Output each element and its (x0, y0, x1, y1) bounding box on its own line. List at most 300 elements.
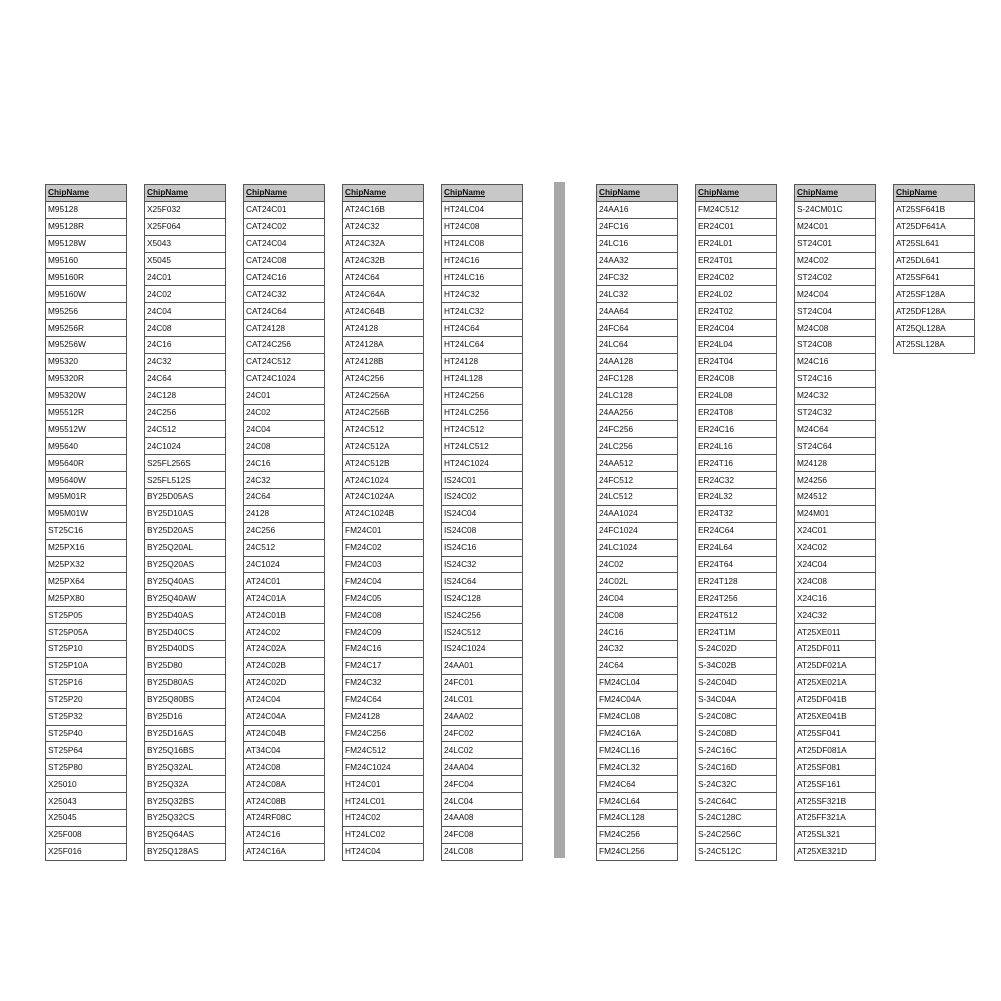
chip-name: AT25DF011 (797, 643, 841, 654)
chip-table-5 (441, 184, 523, 861)
chip-name-cell (442, 252, 523, 269)
table-row (343, 674, 424, 691)
table-row (145, 522, 226, 539)
chip-name: 24C02L (599, 575, 629, 586)
chip-name-cell (597, 489, 678, 506)
chip-name-cell (343, 303, 424, 320)
table-row (894, 218, 975, 235)
chip-name: 24FC256 (599, 423, 634, 434)
chip-name: CAT24128 (246, 322, 286, 333)
chip-name-cell (442, 742, 523, 759)
chip-name-cell (795, 657, 876, 674)
table-row (597, 455, 678, 472)
chip-name-cell (795, 353, 876, 370)
table-row (46, 590, 127, 607)
table-row (46, 337, 127, 354)
column-header (795, 185, 876, 202)
chip-name-cell (696, 269, 777, 286)
chip-name-cell (597, 472, 678, 489)
table-row (46, 776, 127, 793)
page-divider (554, 182, 565, 858)
chip-name: BY25Q40AS (147, 575, 195, 586)
chip-name: ER24T256 (698, 592, 738, 603)
chip-name: HT24C04 (345, 846, 381, 857)
chip-name-cell (46, 843, 127, 860)
chip-name: ST25P16 (48, 677, 83, 688)
chip-name: X25F016 (48, 846, 82, 857)
header-label: ChipName (48, 187, 90, 198)
chip-name-cell (597, 809, 678, 826)
chip-name-cell (244, 674, 325, 691)
table-row (343, 320, 424, 337)
chip-table (441, 184, 523, 861)
chip-name-cell (244, 218, 325, 235)
chip-name: FM24C32 (345, 677, 382, 688)
table-row (145, 657, 226, 674)
table-row (696, 691, 777, 708)
chip-name-cell (244, 809, 325, 826)
chip-name-cell (343, 320, 424, 337)
table-row (442, 421, 523, 438)
chip-name-cell (696, 370, 777, 387)
chip-name-cell (145, 843, 226, 860)
table-row (894, 235, 975, 252)
table-row (46, 472, 127, 489)
table-row (795, 201, 876, 218)
chip-name-cell (343, 539, 424, 556)
header-label: ChipName (345, 187, 387, 198)
chip-name: AT24C04 (246, 694, 281, 705)
table-row (442, 387, 523, 404)
header-label: ChipName (896, 187, 938, 198)
chip-name: X24C32 (797, 609, 827, 620)
table-row (795, 793, 876, 810)
table-row (244, 370, 325, 387)
chip-name-cell (46, 387, 127, 404)
table-row (145, 809, 226, 826)
chip-name: M24C16 (797, 356, 829, 367)
table-row (145, 303, 226, 320)
table-row (46, 725, 127, 742)
table-row (46, 759, 127, 776)
chip-name-cell (894, 303, 975, 320)
chip-name-cell (46, 725, 127, 742)
table-row (795, 607, 876, 624)
chip-name: FM24C16 (345, 643, 382, 654)
table-row (244, 455, 325, 472)
table-row (696, 556, 777, 573)
chip-name: X24C08 (797, 575, 827, 586)
chip-name-cell (46, 793, 127, 810)
table-row (696, 387, 777, 404)
chip-name: 24C1024 (246, 559, 280, 570)
chip-name: HT24L128 (444, 373, 483, 384)
chip-name-cell (894, 269, 975, 286)
table-row (894, 337, 975, 354)
header-label: ChipName (698, 187, 740, 198)
chip-name: M24C01 (797, 221, 829, 232)
chip-name-cell (46, 809, 127, 826)
chip-name: CAT24C256 (246, 339, 292, 350)
chip-name: HT24C32 (444, 288, 480, 299)
chip-name-cell (145, 489, 226, 506)
chip-name: M95512R (48, 407, 84, 418)
chip-name: BY25Q32AL (147, 761, 194, 772)
chip-name-cell (696, 320, 777, 337)
chip-name: 24LC08 (444, 846, 474, 857)
table-row (597, 269, 678, 286)
table-row (46, 235, 127, 252)
chip-name: AT24C512 (345, 423, 385, 434)
chip-name: HT24C08 (444, 221, 480, 232)
chip-name-cell (597, 657, 678, 674)
chip-name-cell (442, 776, 523, 793)
table-row (696, 472, 777, 489)
table-row (442, 674, 523, 691)
chip-name-cell (696, 404, 777, 421)
chip-name: AT24C1024A (345, 491, 395, 502)
chip-name-cell (145, 218, 226, 235)
chip-name-cell (442, 455, 523, 472)
table-row (145, 235, 226, 252)
chip-name: AT25QL128A (896, 322, 946, 333)
chip-name: M95320 (48, 356, 78, 367)
chip-name: CAT24C08 (246, 255, 287, 265)
chip-name: ER24T16 (698, 457, 734, 468)
chip-name: BY25Q64AS (147, 829, 195, 840)
table-row (46, 641, 127, 658)
chip-name-cell (597, 269, 678, 286)
chip-name-cell (894, 320, 975, 337)
chip-name-cell (343, 201, 424, 218)
chip-name-cell (244, 320, 325, 337)
chip-name: BY25D20AS (147, 525, 194, 536)
chip-name-cell (46, 776, 127, 793)
table-row (244, 708, 325, 725)
table-row (343, 489, 424, 506)
chip-name: 24FC64 (599, 322, 629, 333)
chip-name-cell (696, 742, 777, 759)
chip-name-cell (244, 235, 325, 252)
chip-name: 24C1024 (147, 440, 181, 451)
chip-name-cell (46, 370, 127, 387)
table-row (795, 522, 876, 539)
table-row (597, 691, 678, 708)
chip-name: S-24C32C (698, 778, 737, 789)
table-row (244, 489, 325, 506)
table-row (46, 624, 127, 641)
chip-name: ER24T02 (698, 305, 734, 316)
chip-name-cell (696, 624, 777, 641)
table-row (343, 826, 424, 843)
chip-name-cell (442, 674, 523, 691)
chip-table (596, 184, 678, 861)
chip-name-cell (244, 505, 325, 522)
chip-name-cell (795, 742, 876, 759)
chip-name-cell (442, 826, 523, 843)
chip-name: FM24C256 (599, 829, 641, 840)
table-row (597, 809, 678, 826)
chip-name-cell (46, 539, 127, 556)
chip-name-cell (795, 218, 876, 235)
chip-name-cell (597, 708, 678, 725)
chip-name: ST25P05A (48, 626, 89, 637)
chip-name-cell (145, 793, 226, 810)
table-row (894, 303, 975, 320)
chip-name: M95128 (48, 204, 78, 215)
table-row (244, 624, 325, 641)
table-row (244, 826, 325, 843)
chip-name: AT25SF128A (896, 288, 946, 299)
chip-name: 24LC512 (599, 491, 633, 502)
table-row (696, 489, 777, 506)
chip-name: 24AA02 (444, 711, 474, 722)
chip-name: 24FC04 (444, 778, 474, 789)
chip-name-cell (795, 421, 876, 438)
chip-table (342, 184, 424, 861)
table-row (597, 286, 678, 303)
chip-name-cell (343, 759, 424, 776)
chip-name: FM24C01 (345, 525, 382, 536)
chip-name: M95640 (48, 440, 78, 451)
chip-name-cell (597, 742, 678, 759)
table-row (795, 455, 876, 472)
chip-name-cell (597, 522, 678, 539)
chip-name-cell (46, 573, 127, 590)
chip-name: M24C08 (797, 322, 829, 333)
table-row (244, 286, 325, 303)
chip-name: BY25D40CS (147, 626, 195, 637)
chip-name: 24FC01 (444, 677, 474, 688)
table-row (46, 438, 127, 455)
chip-name-cell (46, 438, 127, 455)
chip-name: X25F064 (147, 221, 181, 232)
chip-name: AT25XE041B (797, 711, 847, 722)
chip-name: S-24C256C (698, 829, 742, 840)
table-row (795, 759, 876, 776)
chip-name: X5043 (147, 238, 171, 249)
chip-name-cell (696, 809, 777, 826)
chip-name-cell (597, 826, 678, 843)
table-row (343, 691, 424, 708)
table-row (696, 657, 777, 674)
table-row (343, 641, 424, 658)
chip-name-cell (244, 539, 325, 556)
table-row (244, 235, 325, 252)
chip-name: IS24C64 (444, 575, 477, 586)
table-row (343, 269, 424, 286)
chip-name-cell (343, 691, 424, 708)
table-row (244, 742, 325, 759)
table-row (696, 404, 777, 421)
table-row (597, 404, 678, 421)
table-row (696, 776, 777, 793)
chip-name: ER24C64 (698, 525, 734, 536)
chip-name: AT24C1024B (345, 508, 395, 519)
chip-name: 24AA32 (599, 255, 629, 265)
table-row (145, 370, 226, 387)
chip-name-cell (145, 590, 226, 607)
table-row (696, 793, 777, 810)
chip-name: HT24C01 (345, 778, 381, 789)
chip-name: AT24128 (345, 322, 379, 333)
chip-name-cell (46, 607, 127, 624)
chip-name: S-24C512C (698, 846, 742, 857)
chip-name: CAT24C01 (246, 204, 287, 215)
chip-name-cell (145, 252, 226, 269)
table-row (795, 776, 876, 793)
chip-name-cell (145, 624, 226, 641)
chip-name: IS24C02 (444, 491, 477, 502)
table-row (46, 353, 127, 370)
chip-name-cell (343, 674, 424, 691)
chip-name-cell (696, 776, 777, 793)
chip-name-cell (46, 505, 127, 522)
table-row (597, 742, 678, 759)
table-row (597, 725, 678, 742)
table-row (343, 742, 424, 759)
table-row (442, 826, 523, 843)
header-label: ChipName (797, 187, 839, 198)
chip-name: HT24LC04 (444, 204, 485, 215)
chip-name: AT34C04 (246, 744, 281, 755)
chip-name: BY25Q40AW (147, 592, 197, 603)
chip-name: HT24LC512 (444, 440, 489, 451)
table-row (442, 708, 523, 725)
chip-name: 24C02 (147, 288, 172, 299)
chip-name: M25PX80 (48, 592, 85, 603)
chip-name-cell (597, 286, 678, 303)
chip-name: AT24C08 (246, 761, 281, 772)
chip-name: 24C02 (246, 407, 271, 418)
table-row (244, 759, 325, 776)
chip-name-cell (442, 539, 523, 556)
chip-name-cell (343, 725, 424, 742)
chip-name-cell (696, 438, 777, 455)
chip-name-cell (696, 489, 777, 506)
table-row (795, 286, 876, 303)
chip-name: HT24LC08 (444, 238, 485, 249)
chip-name-cell (244, 489, 325, 506)
chip-name: 24C08 (246, 440, 271, 451)
chip-name: 24C128 (147, 390, 177, 401)
chip-name: 24AA04 (444, 761, 474, 772)
chip-name-cell (46, 201, 127, 218)
table-row (696, 421, 777, 438)
header-label: ChipName (444, 187, 486, 198)
chip-name-cell (696, 421, 777, 438)
table-row (343, 759, 424, 776)
chip-name-cell (343, 421, 424, 438)
table-row (145, 641, 226, 658)
chip-name-cell (145, 674, 226, 691)
chip-name: BY25Q32A (147, 778, 189, 789)
chip-name: 24C02 (599, 559, 624, 570)
chip-name: 24FC512 (599, 474, 634, 485)
table-row (795, 573, 876, 590)
chip-name-cell (696, 708, 777, 725)
chip-name: 24C01 (246, 390, 271, 401)
chip-table (144, 184, 226, 861)
chip-name: S-24C02D (698, 643, 737, 654)
table-row (442, 607, 523, 624)
table-row (696, 607, 777, 624)
chip-name: X25045 (48, 812, 77, 823)
table-row (244, 218, 325, 235)
chip-name-cell (696, 252, 777, 269)
chip-name-cell (795, 455, 876, 472)
chip-name: HT24C02 (345, 812, 381, 823)
table-row (795, 252, 876, 269)
chip-name-cell (696, 759, 777, 776)
table-row (343, 539, 424, 556)
chip-name-cell (145, 438, 226, 455)
table-row (46, 657, 127, 674)
chip-name-cell (795, 438, 876, 455)
table-row (442, 320, 523, 337)
chip-name: 24C32 (246, 474, 271, 485)
chip-name: M25PX32 (48, 559, 85, 570)
table-row (696, 809, 777, 826)
table-row (795, 556, 876, 573)
chip-name: ER24L02 (698, 288, 733, 299)
chip-name-cell (244, 337, 325, 354)
chip-name: ER24L08 (698, 390, 733, 401)
chip-name: AT25DF128A (896, 305, 946, 316)
chip-name-cell (46, 624, 127, 641)
table-row (597, 235, 678, 252)
chip-name: M95320W (48, 390, 86, 401)
chip-name: HT24LC64 (444, 339, 485, 350)
chip-name: FM24CL64 (599, 795, 641, 806)
chip-name-cell (894, 235, 975, 252)
chip-name-cell (597, 759, 678, 776)
chip-name-cell (145, 455, 226, 472)
chip-name: ST25P10 (48, 643, 83, 654)
chip-name: IS24C16 (444, 542, 477, 553)
chip-name: 24C08 (147, 322, 172, 333)
table-row (597, 218, 678, 235)
table-row (46, 505, 127, 522)
table-row (795, 337, 876, 354)
chip-name-cell (597, 387, 678, 404)
table-row (442, 522, 523, 539)
chip-table (794, 184, 876, 861)
table-row (696, 725, 777, 742)
chip-name-cell (795, 235, 876, 252)
table-row (343, 472, 424, 489)
table-row (343, 286, 424, 303)
chip-name: ST24C16 (797, 373, 833, 384)
chip-name: M24128 (797, 457, 827, 468)
table-row (244, 303, 325, 320)
chip-name: 24C04 (599, 592, 624, 603)
chip-name-cell (46, 759, 127, 776)
table-row (442, 843, 523, 860)
table-row (795, 370, 876, 387)
chip-name-cell (442, 404, 523, 421)
table-row (795, 725, 876, 742)
chip-name-cell (244, 607, 325, 624)
table-row (145, 269, 226, 286)
table-row (696, 286, 777, 303)
chip-name: ER24T64 (698, 559, 734, 570)
table-row (442, 505, 523, 522)
chip-name: AT24C04A (246, 711, 286, 722)
table-row (343, 370, 424, 387)
table-row (795, 843, 876, 860)
chip-name-cell (244, 387, 325, 404)
